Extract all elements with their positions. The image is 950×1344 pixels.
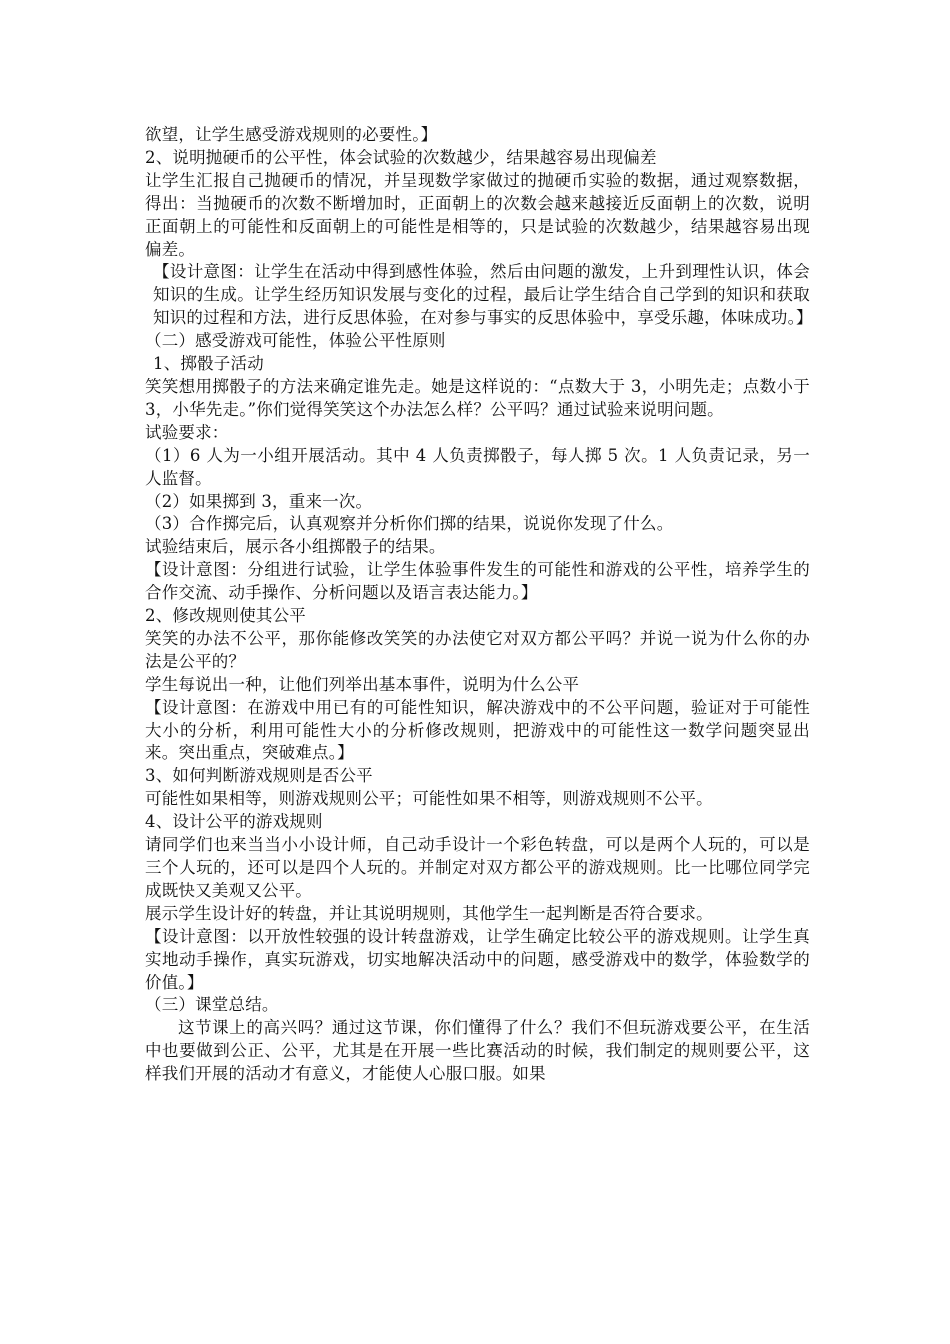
- heading-coin-fairness: 2、说明抛硬币的公平性，体会试验的次数越少，结果越容易出现偏差: [145, 147, 657, 167]
- section-heading-2: （二）感受游戏可能性，体验公平性原则: [145, 331, 446, 351]
- paragraph-continuation: 欲望，让学生感受游戏规则的必要性。】: [145, 125, 438, 144]
- paragraph-summary: 这节课上的高兴吗？通过这节课，你们懂得了什么？我们不但玩游戏要公平，在生活中也要做到公正、公平，尤其是在开展一些比赛活动的时候，我们制定的规则要公平，这样我们开展的活动才有意义，才能使人心服口服。如果: [145, 1018, 810, 1084]
- paragraph-coin-report: 让学生汇报自己抛硬币的情况，并呈现数学家做过的抛硬币实验的数据，通过观察数据，得出：当抛硬币的次数不断增加时，正面朝上的次数会越来越接近反面朝上的次数，说明正面朝上的可能性和反面朝上的可能性是相等的，只是试验的次数越少，结果越容易出现偏差。: [145, 170, 810, 259]
- heading-design-game: 4、设计公平的游戏规则: [145, 812, 323, 832]
- requirement-2: （2）如果掷到 3，重来一次。: [145, 491, 373, 511]
- design-intent-4: 【设计意图：以开放性较强的设计转盘游戏，让学生确定比较公平的游戏规则。让学生真实地动手操作，真实玩游戏，切实地解决活动中的问题，感受游戏中的数学，体验数学的价值。】: [145, 926, 810, 992]
- heading-modify-rules: 2、修改规则使其公平: [145, 606, 306, 626]
- paragraph-list-events: 学生每说出一种，让他们列举出基本事件，说明为什么公平: [145, 674, 580, 694]
- design-intent-2: 【设计意图：分组进行试验，让学生体验事件发生的可能性和游戏的公平性，培养学生的合作交流、动手操作、分析问题以及语言表达能力。】: [145, 560, 810, 603]
- paragraph-dice-intro: 笑笑想用掷骰子的方法来确定谁先走。她是这样说的：“点数大于 3，小明先走；点数小于 3，小华先走。”你们觉得笑笑这个办法怎么样？公平吗？通过试验来说明问题。: [145, 376, 810, 419]
- section-heading-3: （三）课堂总结。: [145, 995, 279, 1015]
- design-intent-3: 【设计意图：在游戏中用已有的可能性知识，解决游戏中的不公平问题，验证对于可能性大小的分析，利用可能性大小的分析修改规则，把游戏中的可能性这一数学问题突显出来。突出重点，突破难点。】: [145, 697, 810, 763]
- paragraph-modify-question: 笑笑的办法不公平，那你能修改笑笑的办法使它对双方都公平吗？并说一说为什么你的办法是公平的？: [145, 628, 810, 671]
- requirement-3: （3）合作掷完后，认真观察并分析你们掷的结果，说说你发现了什么。: [145, 514, 674, 534]
- requirement-1: （1）6 人为一小组开展活动。其中 4 人负责掷骰子，每人掷 5 次。1 人负责记录，另一人监督。: [145, 445, 810, 488]
- design-intent-1: 【设计意图：让学生在活动中得到感性体验，然后由问题的激发，上升到理性认识，体会知识的生成。让学生经历知识发展与变化的过程，最后让学生结合自己学到的知识和获取知识的过程和方法，进行反思体验，在对参与事实的反思体验中，享受乐趣，体味成功。】: [153, 262, 813, 328]
- heading-dice-activity: 1、掷骰子活动: [153, 354, 264, 374]
- paragraph-show-spinners: 展示学生设计好的转盘，并让其说明规则，其他学生一起判断是否符合要求。: [145, 903, 713, 923]
- heading-judge-fairness: 3、如何判断游戏规则是否公平: [145, 766, 373, 786]
- paragraph-fairness-rule: 可能性如果相等，则游戏规则公平；可能性如果不相等，则游戏规则不公平。: [145, 789, 713, 809]
- document-page: [145, 124, 813, 1086]
- paragraph-spinner-design: 请同学们也来当当小小设计师，自己动手设计一个彩色转盘，可以是两个人玩的，可以是三个人玩的，还可以是四个人玩的。并制定对双方都公平的游戏规则。比一比哪位同学完成既快又美观又公平。: [145, 835, 810, 900]
- experiment-requirements-label: 试验要求：: [145, 422, 229, 442]
- paragraph-show-results: 试验结束后，展示各小组掷骰子的结果。: [145, 537, 446, 557]
